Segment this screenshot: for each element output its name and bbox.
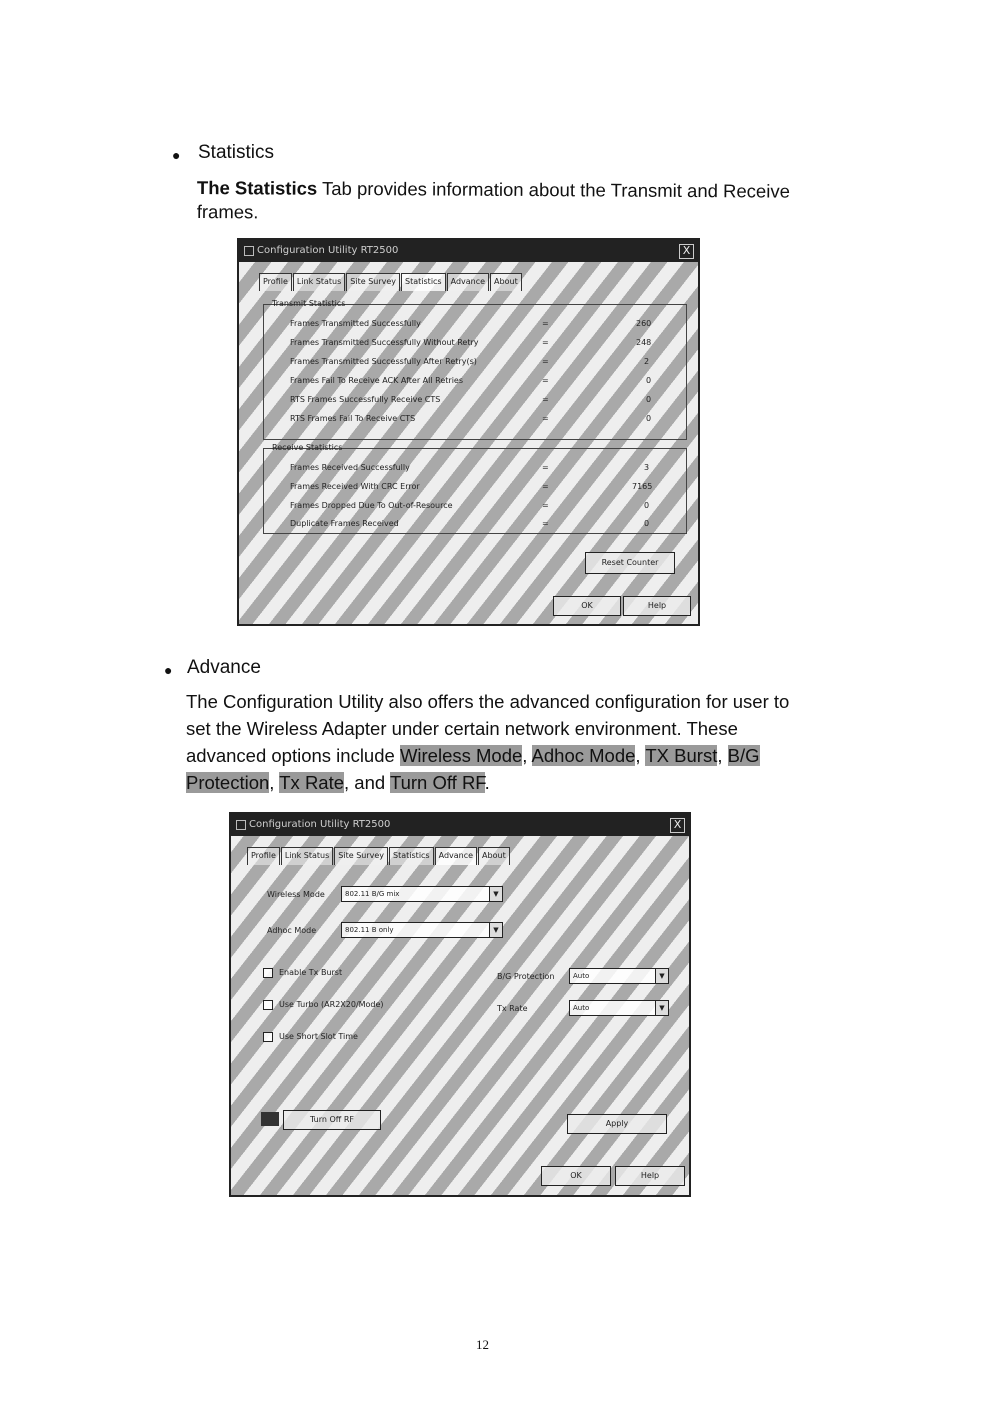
advance-dialog: [229, 812, 691, 1197]
tx-row-value: 2: [644, 357, 650, 366]
rx-row-value: 7165: [632, 482, 653, 491]
chevron-down-icon: ▼: [655, 969, 668, 983]
sep: ,: [522, 745, 532, 766]
transmit-group-label: Transmit Statistics: [272, 299, 346, 308]
apply-button[interactable]: Apply: [567, 1114, 667, 1134]
option-adhoc-mode: Adhoc Mode: [531, 745, 636, 766]
tab-statistics[interactable]: Statistics: [401, 273, 446, 291]
para-bold-the: The: [196, 176, 236, 199]
rx-row-label: Frames Received With CRC Error: [290, 482, 420, 491]
transmit-statistics-group: [263, 299, 687, 440]
tx-row-value: 0: [646, 395, 652, 404]
dialog-titlebar: [231, 814, 689, 836]
tx-row-colon: =: [542, 338, 549, 347]
bullet-dot: ●: [164, 662, 173, 678]
tab-profile[interactable]: Profile: [259, 273, 292, 291]
para-line2: frames.: [196, 200, 259, 223]
help-button[interactable]: Help: [615, 1166, 685, 1186]
tx-row-colon: =: [542, 376, 549, 385]
period: .: [484, 772, 490, 793]
sep: , and: [344, 772, 390, 793]
ok-button[interactable]: OK: [541, 1166, 611, 1186]
para-line3-pre: advanced options include: [186, 745, 400, 766]
tab-advance[interactable]: Advance: [435, 847, 477, 865]
para-bold-statistics: Statistics: [234, 177, 318, 199]
tx-row-value: 248: [636, 338, 652, 347]
rx-row-value: 3: [644, 463, 650, 472]
close-icon[interactable]: X: [670, 818, 685, 833]
rx-row-label: Duplicate Frames Received: [290, 519, 399, 528]
dialog-title: Configuration Utility RT2500: [257, 245, 399, 256]
rx-row-value: 0: [644, 501, 650, 510]
tx-row-label: Frames Transmitted Successfully Without Retry: [290, 338, 479, 347]
tx-row-value: 0: [646, 414, 652, 423]
enable-tx-burst-checkbox[interactable]: [263, 968, 273, 978]
tx-row-label: RTS Frames Fail To Receive CTS: [290, 414, 416, 423]
rf-icon: [261, 1112, 279, 1126]
wireless-mode-select[interactable]: [341, 886, 503, 902]
chevron-down-icon: ▼: [489, 923, 502, 937]
tab-site-survey[interactable]: Site Survey: [346, 273, 400, 291]
sep: ,: [269, 772, 280, 793]
help-button[interactable]: Help: [623, 596, 691, 616]
tab-statistics[interactable]: Statistics: [389, 847, 434, 865]
chevron-down-icon: ▼: [489, 887, 502, 901]
tab-profile[interactable]: Profile: [247, 847, 280, 865]
tab-advance[interactable]: Advance: [447, 273, 489, 291]
section-title-statistics: Statistics: [198, 142, 275, 163]
option-tx-rate: Tx Rate: [279, 772, 345, 793]
section-title-advance: Advance: [187, 657, 261, 678]
dialog-titlebar: [239, 240, 698, 262]
rx-row-label: Frames Dropped Due To Out-of-Resource: [290, 501, 453, 510]
tx-rate-select[interactable]: [569, 1000, 669, 1016]
rx-row-colon: =: [542, 463, 549, 472]
short-slot-label: Use Short Slot Time: [279, 1032, 358, 1041]
tx-rate-label: Tx Rate: [497, 1004, 528, 1013]
dialog-title: Configuration Utility RT2500: [249, 819, 391, 830]
tx-row-colon: =: [542, 414, 549, 423]
wireless-mode-value: 802.11 B/G mix: [345, 890, 400, 898]
option-tx-burst: TX Burst: [645, 745, 718, 766]
app-icon: [244, 246, 254, 256]
rx-row-colon: =: [542, 501, 549, 510]
turn-off-rf-button[interactable]: Turn Off RF: [283, 1110, 381, 1130]
reset-counter-button[interactable]: Reset Counter: [585, 552, 675, 574]
option-turn-off-rf: Turn Off RF: [389, 772, 485, 793]
bg-protection-select[interactable]: [569, 968, 669, 984]
para-line1: The Configuration Utility also offers the advanced configuration for user to: [186, 691, 790, 712]
tx-row-value: 0: [646, 376, 652, 385]
bg-protection-value: Auto: [573, 972, 590, 980]
adhoc-mode-select[interactable]: [341, 922, 503, 938]
tx-row-label: Frames Transmitted Successfully: [290, 319, 421, 328]
wireless-mode-label: Wireless Mode: [267, 890, 325, 899]
enable-tx-burst-label: Enable Tx Burst: [279, 968, 343, 977]
use-turbo-label: Use Turbo (AR2X20/Mode): [279, 1000, 384, 1009]
sep: ,: [635, 745, 646, 766]
rx-row-value: 0: [644, 519, 650, 528]
rx-row-colon: =: [542, 519, 549, 528]
statistics-dialog: [237, 238, 700, 626]
page-number: 12: [476, 1337, 489, 1352]
tx-rate-value: Auto: [573, 1004, 590, 1012]
ok-button[interactable]: OK: [553, 596, 621, 616]
rx-row-colon: =: [542, 482, 549, 491]
app-icon: [236, 820, 246, 830]
para-line2: set the Wireless Adapter under certain network environment. These: [186, 718, 738, 739]
option-bg-protection-part2: Protection: [186, 772, 270, 793]
tab-about[interactable]: About: [478, 847, 510, 865]
tab-bar: [259, 273, 523, 291]
use-turbo-checkbox[interactable]: [263, 1000, 273, 1010]
tx-row-label: RTS Frames Successfully Receive CTS: [290, 395, 441, 404]
bg-protection-label: B/G Protection: [497, 972, 555, 981]
chevron-down-icon: ▼: [655, 1001, 668, 1015]
option-bg-protection-part1: B/G: [727, 745, 760, 766]
adhoc-mode-label: Adhoc Mode: [267, 926, 317, 935]
option-wireless-mode: Wireless Mode: [399, 745, 523, 766]
receive-group-label: Receive Statistics: [272, 443, 343, 452]
tab-link-status[interactable]: Link Status: [293, 273, 345, 291]
receive-statistics-group: [263, 443, 687, 534]
tab-site-survey[interactable]: Site Survey: [334, 847, 388, 865]
tab-link-status[interactable]: Link Status: [281, 847, 333, 865]
tx-row-label: Frames Fail To Receive ACK After All Retries: [290, 376, 464, 385]
close-icon[interactable]: X: [679, 244, 694, 259]
tx-row-value: 260: [636, 319, 652, 328]
tx-row-colon: =: [542, 395, 549, 404]
adhoc-mode-value: 802.11 B only: [345, 926, 394, 934]
rx-row-label: Frames Received Successfully: [290, 463, 410, 472]
para-rest: Tab provides information about the Transmit and Receive: [317, 177, 790, 202]
bullet-dot: ●: [172, 147, 181, 163]
statistics-description: [197, 176, 857, 228]
short-slot-checkbox[interactable]: [263, 1032, 273, 1042]
tab-bar: [247, 847, 511, 865]
tab-about[interactable]: About: [490, 273, 522, 291]
tx-row-label: Frames Transmitted Successfully After Retry(s): [290, 357, 477, 366]
sep: ,: [717, 745, 728, 766]
tx-row-colon: =: [542, 319, 549, 328]
advance-description: [186, 688, 866, 796]
tx-row-colon: =: [542, 357, 549, 366]
